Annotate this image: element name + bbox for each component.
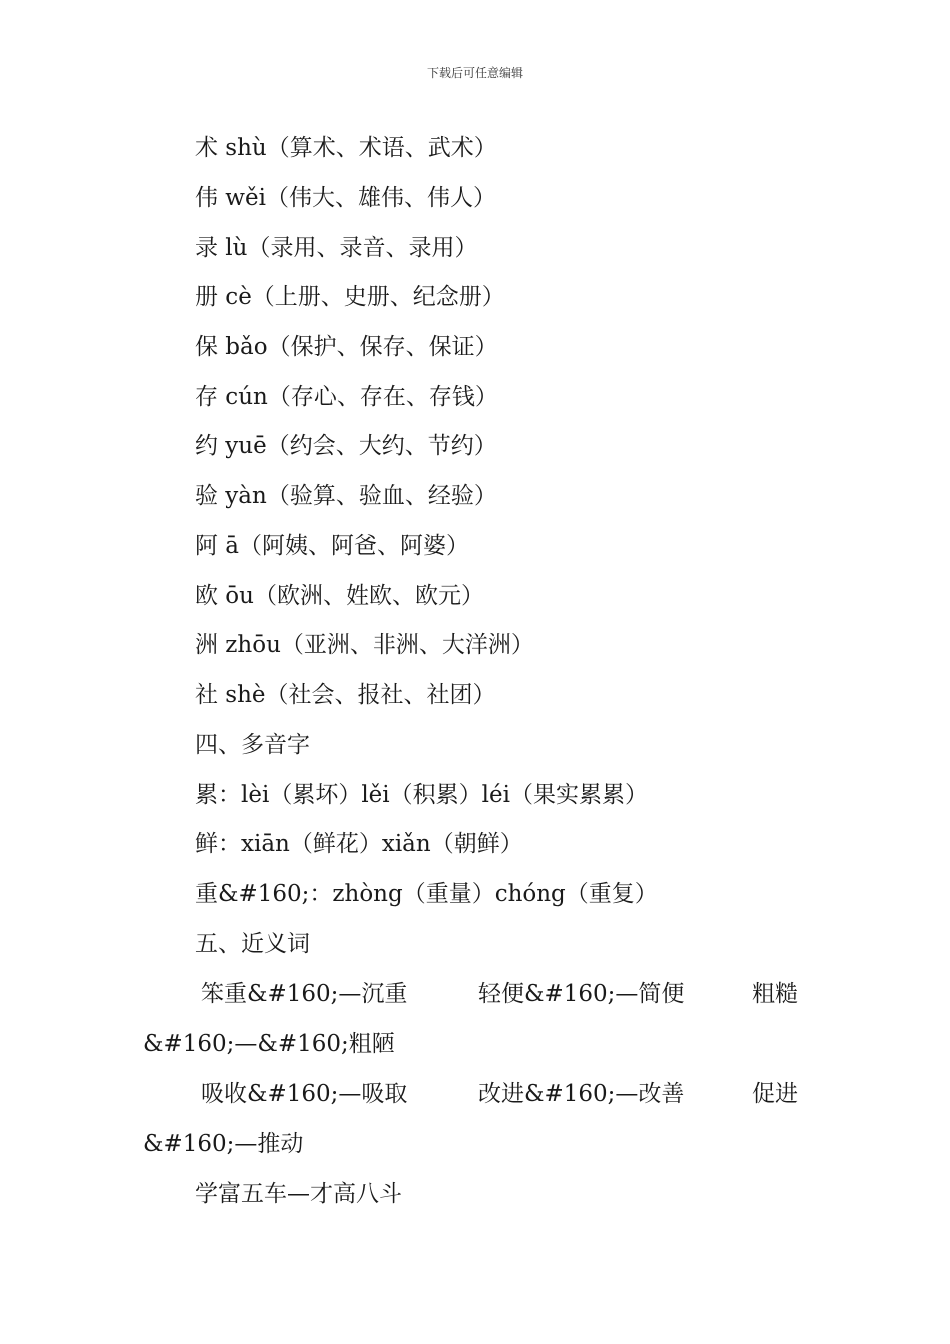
vocab-entry: 录 lù（录用、录音、录用） (195, 235, 478, 261)
synonym-pair: 笨重&#160;—沉重 (201, 981, 408, 1007)
synonym-word: 粗糙 (752, 981, 798, 1007)
polyphone-entry: 鲜：xiān（鲜花）xiǎn（朝鲜） (195, 831, 523, 857)
section-heading-synonyms: 五、近义词 (195, 931, 310, 957)
vocab-entry: 阿 ā（阿姨、阿爸、阿婆） (195, 533, 470, 559)
polyphone-entry: 重&#160;：zhòng（重量）chóng（重复） (195, 881, 658, 907)
polyphone-entry: 累：lèi（累坏）lěi（积累）léi（果实累累） (195, 782, 648, 808)
vocab-entry: 欧 ōu（欧洲、姓欧、欧元） (195, 583, 484, 609)
idiom-entry: 学富五车—才高八斗 (195, 1181, 402, 1207)
synonym-pair: 吸收&#160;—吸取 (201, 1081, 408, 1107)
section-heading-polyphones: 四、多音字 (195, 732, 310, 758)
vocab-entry: 伟 wěi（伟大、雄伟、伟人） (195, 185, 496, 211)
vocab-entry: 验 yàn（验算、验血、经验） (195, 483, 497, 509)
vocab-entry: 约 yuē（约会、大约、节约） (195, 433, 497, 459)
vocab-entry: 社 shè（社会、报社、社团） (195, 682, 496, 708)
vocab-entry: 洲 zhōu（亚洲、非洲、大洋洲） (195, 632, 534, 658)
vocab-entry: 术 shù（算术、术语、武术） (195, 135, 497, 161)
synonym-pair: 轻便&#160;—简便 (478, 981, 685, 1007)
synonym-continuation: &#160;—推动 (143, 1131, 304, 1157)
synonym-continuation: &#160;—&#160;粗陋 (143, 1031, 395, 1057)
page-header: 下载后可任意编辑 (426, 66, 523, 80)
vocab-entry: 册 cè（上册、史册、纪念册） (195, 284, 505, 310)
vocab-entry: 存 cún（存心、存在、存钱） (195, 384, 498, 410)
vocab-entry: 保 bǎo（保护、保存、保证） (195, 334, 498, 360)
synonym-word: 促进 (752, 1081, 798, 1107)
synonym-pair: 改进&#160;—改善 (478, 1081, 685, 1107)
